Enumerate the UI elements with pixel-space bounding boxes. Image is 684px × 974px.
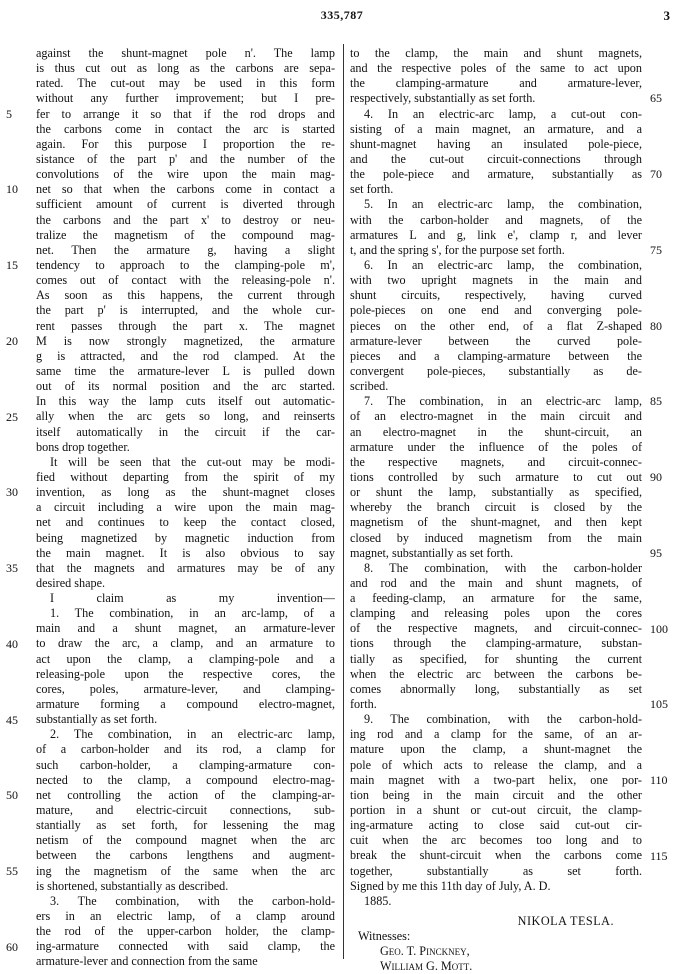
text-line: forth. [350, 697, 377, 712]
text-line: the pole-piece and armature, substantially as [350, 167, 642, 182]
text-line: the carbons and the part x' to destroy or neu- [36, 212, 335, 227]
text-line: It will be seen that the cut-out may be modi- [50, 454, 335, 469]
text-line: convolutions of the wire upon the main mag- [36, 167, 335, 182]
text-line: sisting of a main magnet, an armature, and a [350, 121, 642, 136]
line-number: 105 [650, 697, 668, 712]
text-line: clamping and releasing poles upon the cores [350, 606, 642, 621]
text-line: and the respective poles of the same to act upon [350, 61, 642, 76]
text-line: I claim as my invention— [50, 591, 335, 606]
left-column-text [36, 46, 335, 970]
text-line: magnet, substantially as set forth. [350, 545, 514, 560]
text-line: net controlling the action of the clamping-ar- [36, 787, 335, 802]
line-number: 90 [650, 470, 662, 485]
text-line: comes abnormally long, substantially as set [350, 681, 642, 696]
text-line: t, and the spring s', for the purpose set forth. [350, 242, 565, 257]
text-line: or shunt the lamp, substantially as specified, [350, 485, 642, 500]
line-number: 45 [6, 712, 18, 727]
text-line: tially as specified, for shunting the current [350, 651, 642, 666]
text-line: ers in an electric lamp, of a clamp around [36, 909, 335, 924]
text-line: the rod of the upper-carbon holder, the clamp- [36, 924, 335, 939]
line-number: 85 [650, 394, 662, 409]
text-line: of the respective magnets, and circuit-connec- [350, 621, 642, 636]
witness-name: Geo. T. Pinckney, [380, 943, 470, 958]
text-line: same time the armature-lever L is pulled down [36, 363, 335, 378]
text-line: without any further improvement; but I pre- [36, 91, 335, 106]
text-line: main and a shunt magnet, an armature-lever [36, 621, 335, 636]
text-line: is thus cut out as long as the carbons are sepa- [36, 61, 335, 76]
text-line: a circuit including a wire upon the main mag- [36, 500, 335, 515]
text-line: 9. The combination, with the carbon-hold- [364, 712, 642, 727]
text-line: armature under the influence of the poles of [350, 439, 642, 454]
line-number: 30 [6, 485, 18, 500]
text-line: 5. In an electric-arc lamp, the combination, [364, 197, 642, 212]
text-line: 1. The combination, in an arc-lamp, of a [50, 606, 335, 621]
text-line: ing the magnetism of the same when the arc [36, 863, 335, 878]
text-line: the carbons come in contact the arc is started [36, 121, 335, 136]
text-line: and rod and the main and shunt magnets, of [350, 575, 642, 590]
text-line: main magnet with a two-part helix, one por- [350, 772, 642, 787]
line-number: 50 [6, 788, 18, 803]
text-line: a feeding-clamp, an armature for the same, [350, 591, 642, 606]
text-line: magnetism of the shunt-magnet, and then kept [350, 515, 642, 530]
text-line: net. Then the armature g, having a slight [36, 242, 335, 257]
text-line: netism of the compound magnet when the arc [36, 833, 335, 848]
text-line: ing-armature acting to close said cut-out cir- [350, 818, 642, 833]
text-line: shunt circuits, respectively, having curved [350, 288, 642, 303]
line-number: 110 [650, 773, 668, 788]
line-number: 35 [6, 561, 18, 576]
text-line: releasing-pole upon the respective cores, the [36, 666, 335, 681]
text-line: 7. The combination, in an electric-arc lamp, [364, 394, 642, 409]
text-line: convergent pole-pieces, substantially as de- [350, 363, 642, 378]
patent-number: 335,787 [320, 8, 364, 22]
text-line: portion in a shunt or cut-out circuit, the clamp- [350, 803, 642, 818]
text-line: against the shunt-magnet pole n'. The lamp [36, 46, 335, 60]
text-line: rent passes through the part x. The magnet [36, 318, 335, 333]
line-number: 60 [6, 939, 18, 954]
text-line: and the cut-out circuit-connections through [350, 151, 642, 166]
text-line: to draw the arc, a clamp, and an armature to [36, 636, 335, 651]
text-line: armature forming a compound electro-magnet, [36, 697, 335, 712]
text-line: net and continues to keep the contact closed, [36, 515, 335, 530]
text-line: break the shunt-circuit when the carbons come [350, 848, 642, 863]
text-line: when the electric arc between the carbons be- [350, 666, 642, 681]
text-line: whereby the branch circuit is closed by the [350, 500, 642, 515]
line-number: 100 [650, 621, 668, 636]
text-line: act upon the clamp, a clamping-pole and a [36, 651, 335, 666]
text-line: sistance of the part p' and the number of the [36, 151, 335, 166]
text-line: the part p' is interrupted, and the whole cur- [36, 303, 335, 318]
text-line: invention, as long as the shunt-magnet closes [36, 485, 335, 500]
line-number: 95 [650, 545, 662, 560]
text-line: g is attracted, and the rod clamped. At the [36, 348, 335, 363]
column-divider [343, 44, 344, 959]
line-number: 10 [6, 182, 18, 197]
text-line: 1885. [364, 893, 392, 908]
text-line: shunt-magnet having an insulated pole-piece, [350, 136, 642, 151]
text-line: substantially as set forth. [36, 712, 158, 727]
text-line: comes out of contact with the releasing-pole n'. [36, 273, 335, 288]
text-line: to the clamp, the main and shunt magnets, [350, 46, 642, 60]
line-number: 80 [650, 318, 662, 333]
text-line: armature-lever and connection from the same [36, 954, 258, 969]
text-line: desired shape. [36, 575, 106, 590]
text-line: itself automatically in the circuit if the car- [36, 424, 335, 439]
text-line: cuit when the arc becomes too long and to [350, 833, 642, 848]
text-line: ing rod and a clamp for the same, of an ar- [350, 727, 642, 742]
text-line: pieces on the other end, of a flat Z-shaped [350, 318, 642, 333]
text-line: such carbon-holder, a clamping-armature con- [36, 757, 335, 772]
text-line: 2. The combination, in an electric-arc lamp, [50, 727, 335, 742]
text-line: with the carbon-holder and magnets, of the [350, 212, 642, 227]
line-number: 40 [6, 636, 18, 651]
text-line: pole of which acts to release the clamp, and a [350, 757, 642, 772]
text-line: armature-lever between the curved pole- [350, 333, 642, 348]
text-line: cores, poles, armature-lever, and clamping- [36, 681, 335, 696]
text-line: that the magnets and armatures may be of any [36, 560, 335, 575]
line-number: 65 [650, 91, 662, 106]
text-line: 3. The combination, with the carbon-hold- [50, 893, 335, 908]
text-line: respectively, substantially as set forth. [350, 91, 536, 106]
text-line: ing-armature connected with said clamp, the [36, 939, 335, 954]
text-line: tralize the magnetism of the compound mag- [36, 227, 335, 242]
text-line: nected to the clamp, a compound electro-mag- [36, 772, 335, 787]
line-number: 55 [6, 864, 18, 879]
text-line: 4. In an electric-arc lamp, a cut-out con- [364, 106, 642, 121]
text-line: together, substantially as set forth. [350, 863, 642, 878]
text-line: rated. The cut-out may be used in this form [36, 76, 335, 91]
text-line: sufficient amount of current is diverted through [36, 197, 335, 212]
text-line: tion being in the main circuit and the other [350, 787, 642, 802]
page-number: 3 [663, 8, 670, 23]
text-line: mature upon the clamp, a shunt-magnet the [350, 742, 642, 757]
text-line: set forth. [350, 182, 394, 197]
witnesses-label: Witnesses: [358, 928, 411, 943]
text-line: fer to arrange it so that if the rod drops and [36, 106, 335, 121]
signature-block [350, 914, 642, 974]
line-number: 70 [650, 167, 662, 182]
text-line: tions controlled by such armature to cut out [350, 469, 642, 484]
witness-name: William G. Mott. [380, 958, 473, 973]
line-number: 5 [6, 106, 12, 121]
text-line: fied without departing from the spirit of my [36, 469, 335, 484]
line-number: 15 [6, 258, 18, 273]
text-line: M is now strongly magnetized, the armature [36, 333, 335, 348]
text-line: stantially as set forth, for lessening the mag [36, 818, 335, 833]
right-column-text [350, 46, 642, 909]
text-line: 6. In an electric-arc lamp, the combination, [364, 257, 642, 272]
line-number: 25 [6, 409, 18, 424]
text-line: of an electro-magnet in the main circuit and [350, 409, 642, 424]
text-line: armatures L and g, link e', clamp r, and lever [350, 227, 642, 242]
text-line: Signed by me this 11th day of July, A. D. [350, 878, 551, 893]
text-line: with two upright magnets in the main and [350, 273, 642, 288]
text-line: of a carbon-holder and its rod, a clamp for [36, 742, 335, 757]
text-line: tions through the clamping-armature, substan- [350, 636, 642, 651]
text-line: As soon as this happens, the current through [36, 288, 335, 303]
text-line: bons drop together. [36, 439, 130, 454]
text-line: In this way the lamp cuts itself out automatic- [36, 394, 335, 409]
text-line: an electro-magnet in the shunt-circuit, an [350, 424, 642, 439]
line-number: 115 [650, 848, 668, 863]
line-number: 20 [6, 333, 18, 348]
text-line: out of its normal position and the arc started. [36, 379, 335, 394]
text-line: is shortened, substantially as described. [36, 878, 229, 893]
text-line: the main magnet. It is also obvious to say [36, 545, 335, 560]
text-line: tendency to approach to the clamping-pole m', [36, 257, 335, 272]
text-line: ally when the arc gets so long, and reinserts [36, 409, 335, 424]
text-line: the clamping-armature and armature-lever, [350, 76, 642, 91]
text-line: the respective magnets, and circuit-connec- [350, 454, 642, 469]
text-line: again. For this purpose I proportion the re- [36, 136, 335, 151]
text-line: being magnetized by magnetic induction from [36, 530, 335, 545]
text-line: between the carbons lengthens and augment- [36, 848, 335, 863]
text-line: net so that when the carbons come in contact a [36, 182, 335, 197]
text-line: pieces and a clamping-armature between the [350, 348, 642, 363]
text-line: 8. The combination, with the carbon-holder [364, 560, 642, 575]
text-line: scribed. [350, 379, 389, 394]
signer-name: NIKOLA TESLA. [517, 913, 614, 928]
text-line: mature, and electric-circuit connections, sub- [36, 803, 335, 818]
line-number: 75 [650, 242, 662, 257]
text-line: closed by induced magnetism from the main [350, 530, 642, 545]
text-line: pole-pieces on one end and converging pole- [350, 303, 642, 318]
